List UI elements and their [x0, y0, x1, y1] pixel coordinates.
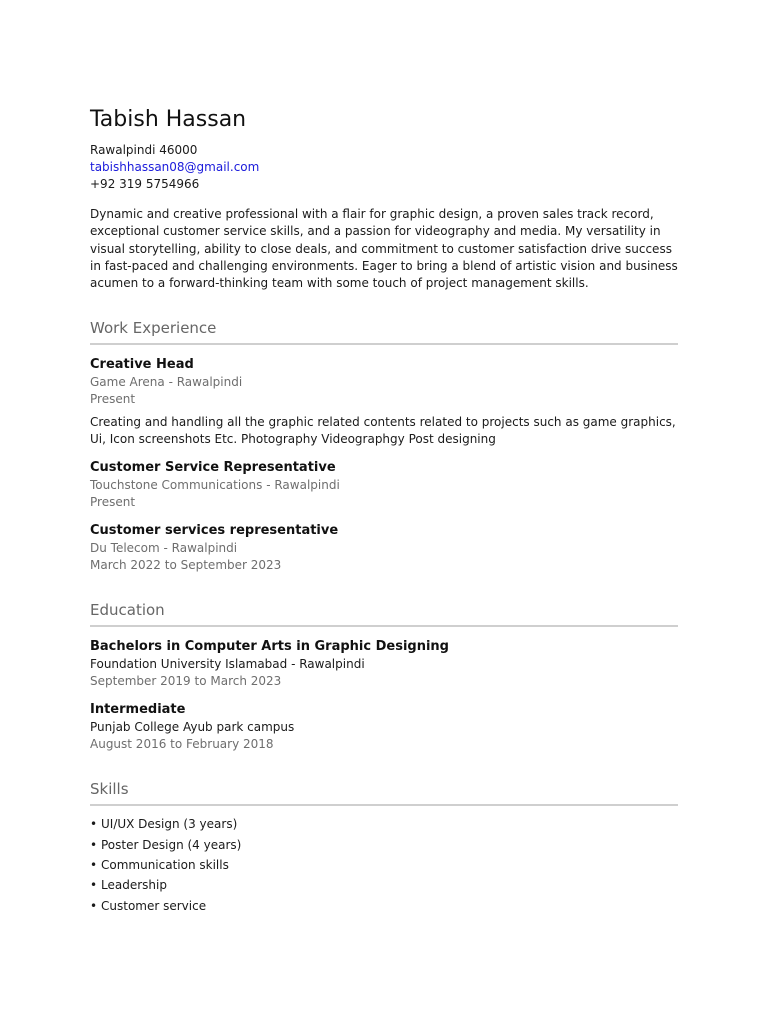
work-entry	[90, 355, 678, 448]
skill-label: Poster Design (4 years)	[101, 837, 242, 852]
degree-title: Intermediate	[90, 702, 186, 718]
location: Rawalpindi 46000	[90, 143, 198, 157]
bullet-icon: •	[90, 858, 98, 873]
education-dates: August 2016 to February 2018	[90, 737, 274, 752]
job-description: Creating and handling all the graphic related contents related to projects such as game graphics, Ui, Icon screenshots Etc. Photography Videographgy Post designing	[90, 415, 676, 447]
bullet-icon: •	[90, 817, 98, 832]
skill-item	[90, 814, 678, 834]
bullet-icon: •	[90, 898, 98, 913]
skill-label: UI/UX Design (3 years)	[101, 817, 238, 832]
company-location: Rawalpindi	[171, 541, 238, 556]
company-name: Du Telecom	[90, 541, 160, 556]
email-link[interactable]: tabishhassan08@gmail.com	[90, 160, 260, 174]
school-name: Punjab College Ayub park campus	[90, 720, 295, 735]
job-title: Customer services representative	[90, 523, 339, 539]
summary: Dynamic and creative professional with a flair for graphic design, a proven sales track record, exceptional customer service skills, and a passion for videography and media. My versatility in visual storytelling, ability to close deals, and commitment to customer satisfaction drive success in fast-paced and challenging environments. Eager to bring a blend of artistic vision and business acumen to a forward-thinking team with some touch of project management skills.	[90, 207, 678, 291]
section-title-work: Work Experience	[90, 318, 678, 345]
job-title: Customer Service Representative	[90, 460, 336, 476]
job-title: Creative Head	[90, 357, 194, 373]
company-name: Game Arena	[90, 375, 165, 390]
education-entry	[90, 700, 678, 753]
candidate-name: Tabish Hassan	[90, 107, 247, 132]
phone: +92 319 5754966	[90, 177, 200, 191]
skill-label: Leadership	[101, 878, 167, 893]
skill-item	[90, 875, 678, 895]
work-entry	[90, 458, 678, 511]
education-dates: September 2019 to March 2023	[90, 674, 282, 689]
section-title-skills: Skills	[90, 779, 678, 806]
education-entry	[90, 637, 678, 690]
skill-label: Communication skills	[101, 858, 229, 873]
degree-title: Bachelors in Computer Arts in Graphic Designing	[90, 639, 449, 655]
skills-list	[90, 814, 678, 915]
bullet-icon: •	[90, 878, 98, 893]
skill-item	[90, 896, 678, 916]
resume-content	[90, 106, 678, 916]
job-dates: Present	[90, 495, 136, 510]
school-name: Foundation University Islamabad - Rawalpindi	[90, 657, 365, 672]
bullet-icon: •	[90, 837, 98, 852]
skill-item	[90, 835, 678, 855]
company-location: Rawalpindi	[274, 478, 340, 493]
skill-item	[90, 855, 678, 875]
company-location: Rawalpindi	[176, 375, 243, 390]
company-line: Game Arena - Rawalpindi	[90, 375, 243, 390]
skill-label: Customer service	[101, 898, 207, 913]
job-dates: March 2022 to September 2023	[90, 558, 282, 573]
company-line: Du Telecom - Rawalpindi	[90, 541, 238, 556]
job-dates: Present	[90, 392, 136, 407]
section-title-education: Education	[90, 600, 678, 627]
email-line	[90, 159, 678, 176]
company-name: Touchstone Communications	[90, 478, 263, 493]
company-line: Touchstone Communications - Rawalpindi	[90, 478, 340, 493]
work-entry	[90, 521, 678, 574]
